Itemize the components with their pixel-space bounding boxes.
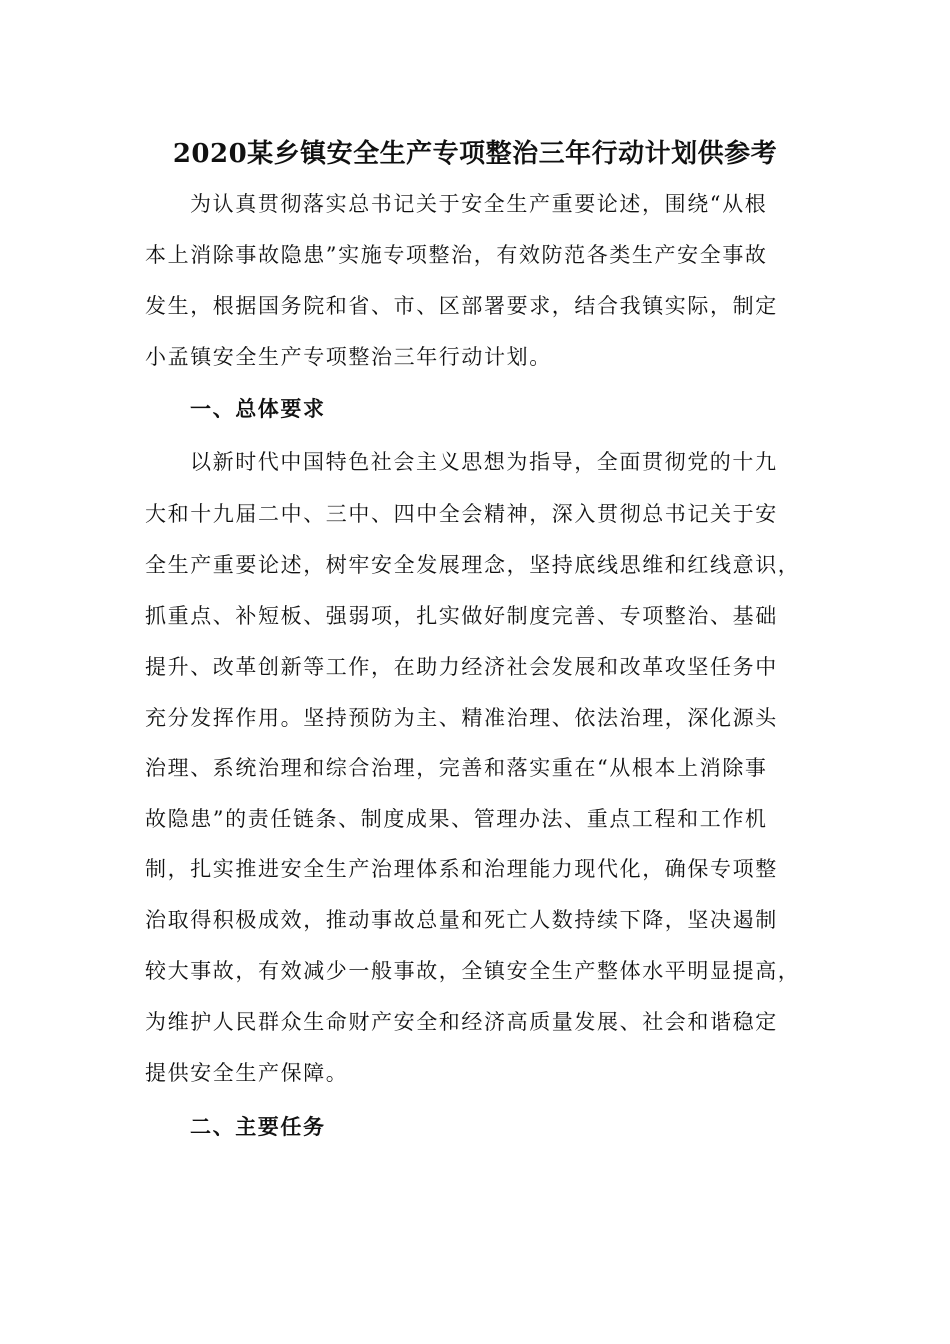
section1-line-9: 制，扎实推进安全生产治理体系和治理能力现代化，确保专项整 <box>145 857 778 881</box>
section1-line-4: 抓重点、补短板、强弱项，扎实做好制度完善、专项整治、基础 <box>145 604 778 628</box>
section-heading-2: 二、主要任务 <box>190 1114 326 1139</box>
section1-line-12: 为维护人民群众生命财产安全和经济高质量发展、社会和谐稳定 <box>145 1010 778 1034</box>
section1-line-2: 大和十九届二中、三中、四中全会精神，深入贯彻总书记关于安 <box>145 502 778 526</box>
section1-line-13: 提供安全生产保障。 <box>145 1061 349 1085</box>
section1-line-1: 以新时代中国特色社会主义思想为指导，全面贯彻党的十九 <box>190 450 778 474</box>
section1-line-8: 故隐患”的责任链条、制度成果、管理办法、重点工程和工作机 <box>145 807 768 831</box>
section1-line-6: 充分发挥作用。坚持预防为主、精准治理、依法治理，深化源头 <box>145 706 778 730</box>
document-title: 2020某乡镇安全生产专项整治三年行动计划供参考 <box>172 139 778 169</box>
intro-line-3: 发生，根据国务院和省、市、区部署要求，结合我镇实际，制定 <box>145 294 778 318</box>
section1-line-11: 较大事故，有效减少一般事故，全镇安全生产整体水平明显提高， <box>145 959 801 983</box>
section-heading-1: 一、总体要求 <box>190 396 326 421</box>
section1-line-10: 治取得积极成效，推动事故总量和死亡人数持续下降，坚决遏制 <box>145 908 778 932</box>
intro-line-4: 小孟镇安全生产专项整治三年行动计划。 <box>145 345 552 369</box>
intro-line-2: 本上消除事故隐患”实施专项整治，有效防范各类生产安全事故 <box>145 243 768 267</box>
section1-line-3: 全生产重要论述，树牢安全发展理念，坚持底线思维和红线意识， <box>145 553 801 577</box>
section1-line-7: 治理、系统治理和综合治理，完善和落实重在“从根本上消除事 <box>145 756 768 780</box>
intro-line-1: 为认真贯彻落实总书记关于安全生产重要论述，围绕“从根 <box>190 192 768 216</box>
section1-line-5: 提升、改革创新等工作，在助力经济社会发展和改革攻坚任务中 <box>145 655 778 679</box>
